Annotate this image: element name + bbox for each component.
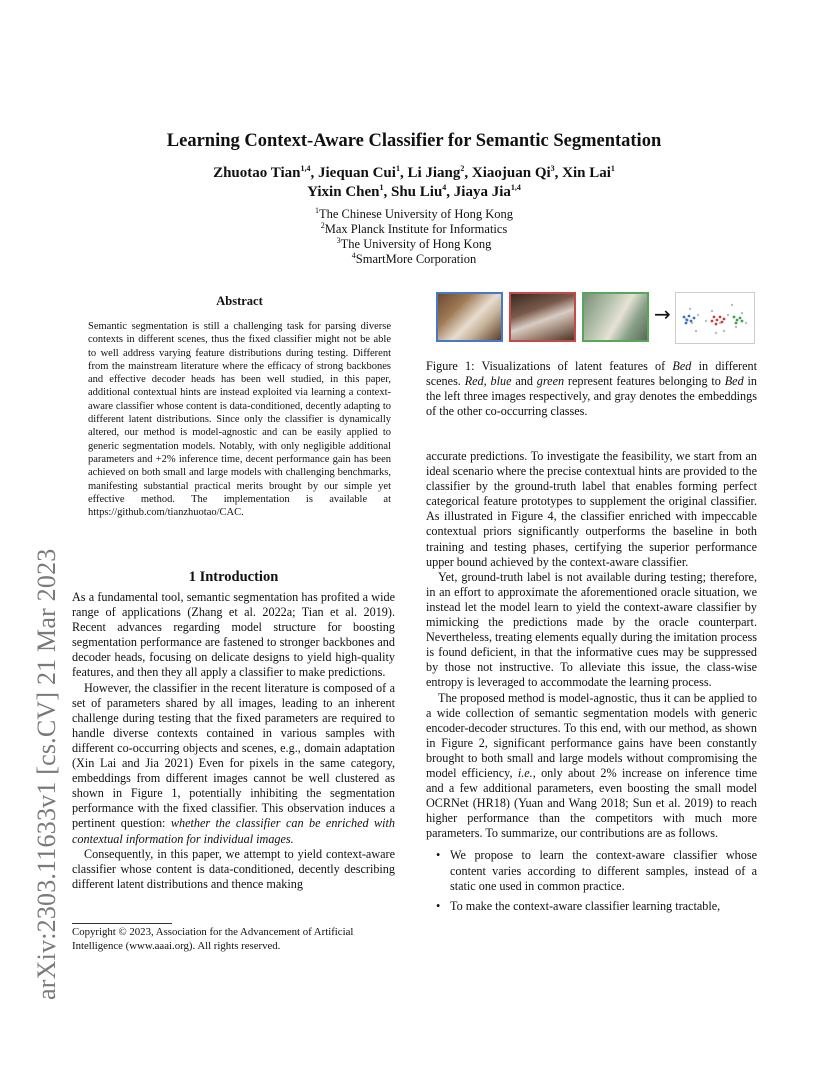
paragraph-text: , only about 2% increase on inference time and a few additional parameters, even boosting the small model OCRNet (HR18) (Yuan and Wang 2018; Sun et al. 2019) to reach higher performance than the competitors with much more parameters. To summarize, our contributions are as follows. <box>426 765 757 841</box>
paragraph-emphasis: whether the classifier can be enriched with contextual information for individual images. <box>72 816 395 846</box>
author-name: Jiaya Jia <box>453 184 511 200</box>
caption-text: Figure 1: Visualizations of latent features of <box>426 359 673 373</box>
caption-emphasis: blue <box>490 374 512 388</box>
figure-1-caption <box>426 359 757 419</box>
left-column-body <box>72 590 395 892</box>
paragraph <box>426 691 757 842</box>
bullet-icon: • <box>436 848 441 863</box>
paragraph-text: The proposed method is model-agnostic, thus it can be applied to a wide collection of semantic segmentation models with generic encoder-decoder structures. To this end, with our method, as shown in Figure 2, significant performance gains have been constantly brought to both small and large models without compromising the model efficiency, <box>426 690 757 780</box>
caption-text: represent features belonging to <box>564 374 725 388</box>
abstract-heading: Abstract <box>216 294 263 308</box>
author-affil-mark: 4 <box>442 183 447 192</box>
right-column-body <box>426 449 757 919</box>
copyright-footnote: Copyright © 2023, Association for the Advancement of Artificial Intelligence (www.aaai.org). All rights reserved. <box>72 926 354 952</box>
author-name: Jiequan Cui <box>318 165 396 181</box>
affil-mark: 4 <box>351 250 356 260</box>
author-name: Zhuotao Tian <box>213 165 301 181</box>
contribution-list <box>426 848 757 913</box>
author-affil-mark: 1 <box>379 183 384 192</box>
list-item-text: We propose to learn the context-aware classifier whose content varies according to different samples, instead of a static one used in common practice. <box>450 848 757 893</box>
section-heading-introduction: 1 Introduction <box>188 569 279 585</box>
author-name: Xiaojuan Qi <box>471 165 551 181</box>
author-list <box>0 164 828 202</box>
abstract-text: Semantic segmentation is still a challenging task for parsing diverse contexts in different scenes, thus the fixed classifier might not be able to well address varying feature distributions during testing. Different from the mainstream literature where the efficacy of strong backbones and effective decoder heads has been well studied, in this paper, additional contextual hints are instead exploited via learning a context-aware classifier whose content is data-conditioned, decently adapting to different latent distributions. Since only the classifier is dynamically altered, our method is model-agnostic and can be easily applied to generic segmentation models. Notably, with only negligible additional parameters and +2% inference time, decent performance gain has been achieved on both small and large models with challenging benchmarks, manifesting substantial practical merits brought by our simple yet effective method. The implementation is available at https://github.com/tianzhuotao/CAC. <box>88 321 391 519</box>
author-affil-mark: 3 <box>550 164 555 173</box>
author-affil-mark: 1,4 <box>510 183 521 192</box>
list-item <box>426 899 757 914</box>
caption-text: and <box>511 374 537 388</box>
feature-embedding-plot <box>675 292 755 344</box>
figure-1 <box>436 292 754 344</box>
list-item-text: To make the context-aware classifier learning tractable, <box>450 898 721 913</box>
arrow-icon: → <box>654 302 671 326</box>
caption-emphasis: Bed <box>672 359 692 373</box>
affil-mark: 3 <box>336 235 341 245</box>
paragraph: Consequently, in this paper, we attempt to yield context-aware classifier whose content is data-conditioned, decently describing different latent distributions and thence making <box>72 846 395 891</box>
caption-emphasis: Bed <box>724 374 744 388</box>
affiliation-list <box>0 207 828 267</box>
affil-mark: 1 <box>314 205 319 215</box>
paragraph <box>72 681 395 847</box>
caption-text: in different scenes. <box>426 359 757 388</box>
affil-name: The University of Hong Kong <box>340 237 492 251</box>
author-affil-mark: 1 <box>395 164 400 173</box>
paragraph: Yet, ground-truth label is not available during testing; therefore, in an effort to approximate the aforementioned oracle situation, we instead let the model learn to yield the context-aware classifier by mimicking the predictions made by the oracle counterpart. Nevertheless, treating elements equally during the imitation process is found deficient, in that the informative cues may be suppressed by those not instructive. To alleviate this issue, the class-wise entropy is leveraged to accommodate the learning process. <box>426 569 757 690</box>
bedroom-image-3 <box>582 292 649 342</box>
affiliation <box>0 207 828 222</box>
caption-text: , <box>483 374 491 388</box>
paragraph-emphasis: i.e. <box>517 765 533 780</box>
author-line-1: Zhuotao Tian$^{1,4}$, Jiequan Cui$^1$, Li Jiang$^2$, Xiaojuan Qi$^3$, Xin Lai$^1$ <box>213 164 615 181</box>
author-affil-mark: 2 <box>460 164 465 173</box>
author-line-2: Yixin Chen$^1$, Shu Liu$^4$, Jiaya Jia$^{1,4}$ <box>307 183 521 200</box>
author-name: Yixin Chen <box>307 184 380 200</box>
caption-emphasis: green <box>536 374 565 388</box>
author-affil-mark: 1,4 <box>300 164 311 173</box>
affiliation <box>0 237 828 252</box>
bullet-icon: • <box>436 898 441 913</box>
footnote-rule <box>72 923 172 924</box>
affiliation <box>0 222 828 237</box>
list-item <box>426 848 757 893</box>
author-affil-mark: 1 <box>610 164 615 173</box>
caption-text: in the left three images respectively, and gray denotes the embeddings of the other co-occurring classes. <box>426 374 758 418</box>
affil-name: The Chinese University of Hong Kong <box>318 207 514 221</box>
arxiv-identifier: arXiv:2303.11633v1 [cs.CV] 21 Mar 2023 <box>32 548 61 1000</box>
arxiv-stamp <box>12 280 61 1000</box>
paragraph: accurate predictions. To investigate the feasibility, we start from an ideal scenario where the precise contextual hints are provided to the classifier by the ground-truth label that enables forming perfect categorical feature prototypes to supplement the original classifier. As illustrated in Figure 4, the classifier enriched with impeccable contextual priors significantly outperforms the baseline in both training and testing phases, certifying the superior performance upper bound achieved by the context-aware classifier. <box>426 449 757 569</box>
caption-emphasis: Red <box>464 374 484 388</box>
author-name: Shu Liu <box>391 184 443 200</box>
affil-name: SmartMore Corporation <box>355 252 477 266</box>
bedroom-image-1 <box>436 292 503 342</box>
author-name: Li Jiang <box>407 165 461 181</box>
bedroom-image-2 <box>509 292 576 342</box>
affil-mark: 2 <box>320 220 325 230</box>
affil-name: Max Planck Institute for Informatics <box>324 222 508 236</box>
author-name: Xin Lai <box>562 165 611 181</box>
affiliation <box>0 252 828 267</box>
paper-title: Learning Context-Aware Classifier for Semantic Segmentation <box>166 131 662 151</box>
paragraph: As a fundamental tool, semantic segmentation has profited a wide range of applications (Zhang et al. 2022a; Tian et al. 2019). Recent advances regarding model structure for boosting segmentation performance are fastened to stronger backbones and decoder heads, focusing on delicate designs to yield high-quality features, and then they all apply a classifier to make predictions. <box>72 590 395 680</box>
paragraph-text: However, the classifier in the recent literature is composed of a set of parameters shared by all images, leading to an inherent challenge during testing that the fixed parameters are required to handle diverse contexts contained in various samples with different co-occurring objects and scenes, e.g., domain adaptation (Xin Lai and Jia 2021) Even for pixels in the same category, embeddings from different images cannot be well clustered as shown in Figure 1, potentially inhibiting the segmentation performance with the fixed classifier. This observation induces a pertinent question: <box>72 680 395 831</box>
